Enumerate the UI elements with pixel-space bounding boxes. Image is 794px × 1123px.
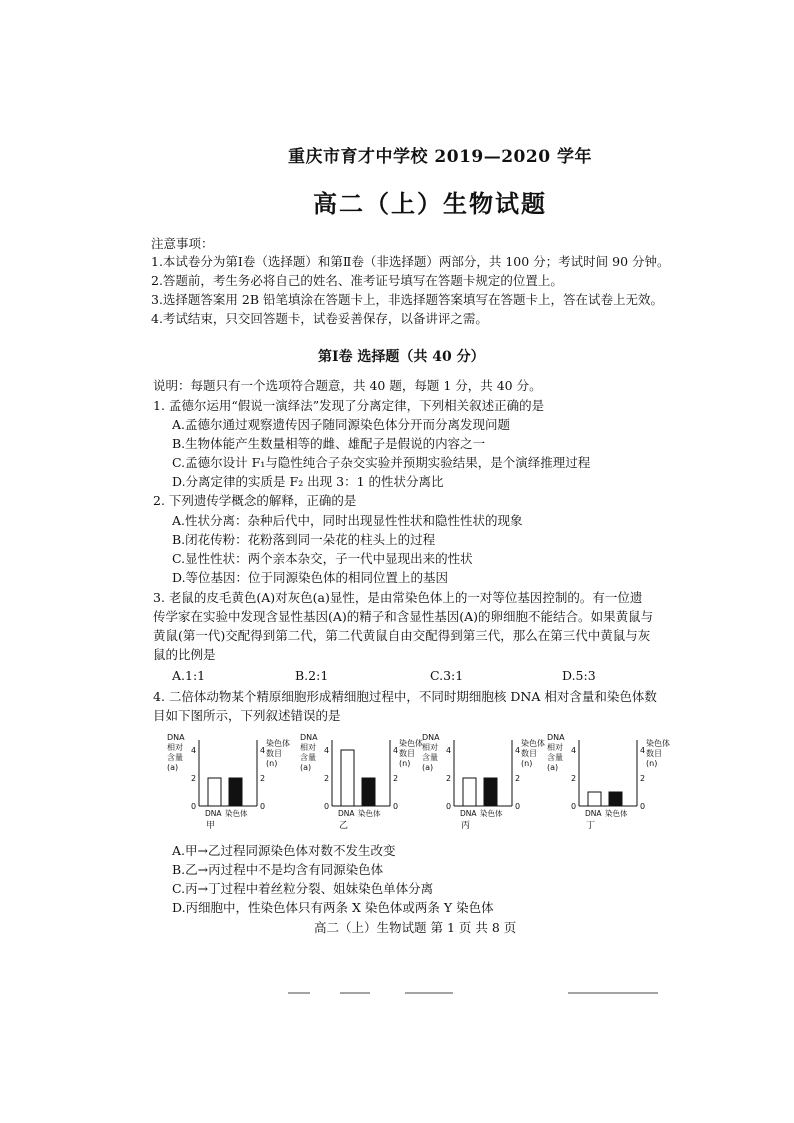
chart-jia [165,732,295,837]
bar-chart [420,732,550,837]
exam-title: 高二（上）生物试题 [313,189,547,218]
left-tick-label: 2 [446,774,452,783]
question-3-option-a: A.1:1 [172,668,206,683]
right-axis-label: 染色体 [521,739,545,748]
right-tick-label: 2 [640,774,646,783]
right-axis-label: (n) [266,759,278,768]
left-tick-label: 2 [571,774,577,783]
section-title: 第Ⅰ卷 选择题（共 40 分） [318,349,485,365]
right-tick-label: 0 [260,802,266,811]
chart-name: 丙 [461,821,471,831]
right-tick-label: 2 [393,774,399,783]
note-item: 4.考试结束，只交回答题卡，试卷妥善保存，以备讲评之需。 [151,311,488,326]
question-1-option-a: A.孟德尔通过观察遗传因子随同源染色体分开而分离发现问题 [172,417,511,432]
left-axis-label: 含量 [422,753,438,762]
left-axis-label: (a) [167,763,179,772]
page-footer: 高二（上）生物试题 第 1 页 共 8 页 [314,920,517,935]
left-axis-label: (a) [422,763,434,772]
right-axis-label: 染色体 [399,739,423,748]
category-label: DNA [205,809,222,818]
bar-chart [545,732,675,837]
left-axis-label: 相对 [547,743,563,752]
right-axis-label: 数目 [521,749,537,758]
left-tick-label: 0 [571,802,577,811]
bar-chromosome [362,778,375,806]
bar-dna [341,750,354,806]
question-4-option-d: D.丙细胞中，性染色体只有两条 X 染色体或两条 Y 染色体 [172,900,494,915]
note-item: 3.选择题答案用 2B 铅笔填涂在答题卡上，非选择题答案填写在答题卡上，答在试卷上无效。 [151,292,664,307]
right-axis-label: 数目 [399,749,415,758]
school-title: 重庆市育才中学校 2019—2020 学年 [288,147,592,167]
left-axis-label: DNA [547,733,565,742]
question-4-option-c: C.丙→丁过程中着丝粒分裂、姐妹染色单体分离 [172,881,434,896]
scan-mark [568,992,658,994]
note-item: 1.本试卷分为第Ⅰ卷（选择题）和第Ⅱ卷（非选择题）两部分，共 100 分；考试时间 90 分钟。 [151,254,670,269]
question-3-option-c: C.3:1 [430,668,464,683]
bar-dna [463,778,476,806]
right-tick-label: 0 [393,802,399,811]
left-axis-label: DNA [422,733,440,742]
category-label: DNA [585,809,602,818]
chart-name: 甲 [206,821,216,831]
question-3-option-b: B.2:1 [295,668,329,683]
left-axis-label: (a) [547,763,559,772]
right-axis-label: (n) [646,759,658,768]
bar-chromosome [229,778,242,806]
right-tick-label: 4 [515,746,521,755]
question-1-option-c: C.孟德尔设计 F₁与隐性纯合子杂交实验并预期实验结果，是个演绎推理过程 [172,455,591,470]
question-2-option-a: A.性状分离：杂种后代中，同时出现显性性状和隐性性状的现象 [172,513,523,528]
section-instruction: 说明：每题只有一个选项符合题意，共 40 题，每题 1 分，共 40 分。 [153,378,542,393]
scan-mark [288,992,310,994]
question-3-option-d: D.5:3 [562,668,596,683]
question-4-line: 4. 二倍体动物某个精原细胞形成精细胞过程中，不同时期细胞核 DNA 相对含量和染色体数 [153,689,657,704]
right-tick-label: 4 [393,746,399,755]
right-axis-label: (n) [399,759,411,768]
question-1-stem: 1. 孟德尔运用“假说一演绎法”发现了分离定律，下列相关叙述正确的是 [153,398,545,413]
right-tick-label: 0 [640,802,646,811]
left-tick-label: 4 [571,746,577,755]
left-tick-label: 0 [324,802,330,811]
right-axis-label: 数目 [266,749,282,758]
category-label: 染色体 [605,809,628,818]
question-3-line: 鼠的比例是 [153,647,216,662]
chart-bing [420,732,550,837]
right-axis-label: 数目 [646,749,662,758]
question-2-option-d: D.等位基因：位于同源染色体的相同位置上的基因 [172,570,449,585]
question-2-option-c: C.显性性状：两个亲本杂交，子一代中显现出来的性状 [172,551,473,566]
chart-yi [298,732,428,837]
left-axis-label: 含量 [167,753,183,762]
right-axis-label: (n) [521,759,533,768]
question-3-line: 传学家在实验中发现含显性基因(A)的精子和含显性基因(A)的卵细胞不能结合。如果黄鼠与 [153,609,654,624]
bar-chart [165,732,295,837]
bar-chart [298,732,428,837]
bar-chromosome [609,792,622,806]
chart-name: 丁 [586,821,596,831]
right-tick-label: 4 [260,746,266,755]
category-label: DNA [338,809,355,818]
left-axis-label: 含量 [300,753,316,762]
left-axis-label: 相对 [300,743,316,752]
question-1-option-d: D.分离定律的实质是 F₂ 出现 3：1 的性状分离比 [172,474,444,489]
bar-dna [588,792,601,806]
right-axis-label: 染色体 [646,739,670,748]
bar-dna [208,778,221,806]
left-axis-label: 含量 [547,753,563,762]
left-tick-label: 4 [324,746,330,755]
right-tick-label: 2 [515,774,521,783]
right-axis-label: 染色体 [266,739,290,748]
left-tick-label: 2 [324,774,330,783]
left-axis-label: 相对 [422,743,438,752]
left-tick-label: 4 [446,746,452,755]
question-2-stem: 2. 下列遗传学概念的解释，正确的是 [153,493,357,508]
right-tick-label: 0 [515,802,521,811]
left-axis-label: DNA [167,733,185,742]
category-label: DNA [460,809,477,818]
left-axis-label: 相对 [167,743,183,752]
question-2-option-b: B.闭花传粉：花粉落到同一朵花的柱头上的过程 [172,532,436,547]
category-label: 染色体 [480,809,503,818]
scan-mark [340,992,370,994]
bar-chromosome [484,778,497,806]
question-1-option-b: B.生物体能产生数量相等的雌、雄配子是假说的内容之一 [172,436,486,451]
note-item: 2.答题前，考生务必将自己的姓名、准考证号填写在答题卡规定的位置上。 [151,273,563,288]
question-4-option-a: A.甲→乙过程同源染色体对数不发生改变 [172,843,396,858]
question-4-line: 目如下图所示，下列叙述错误的是 [153,708,341,723]
left-axis-label: DNA [300,733,318,742]
scan-mark [405,992,453,994]
notes-heading: 注意事项： [151,236,214,251]
left-tick-label: 4 [191,746,197,755]
question-3-line: 黄鼠(第一代)交配得到第二代，第二代黄鼠自由交配得到第三代，那么在第三代中黄鼠与灰 [153,628,651,643]
chart-ding [545,732,675,837]
right-tick-label: 4 [640,746,646,755]
chart-name: 乙 [339,821,349,831]
right-tick-label: 2 [260,774,266,783]
left-axis-label: (a) [300,763,312,772]
question-4-option-b: B.乙→丙过程中不是均含有同源染色体 [172,862,384,877]
category-label: 染色体 [358,809,381,818]
left-tick-label: 0 [191,802,197,811]
left-tick-label: 0 [446,802,452,811]
question-3-line: 3. 老鼠的皮毛黄色(A)对灰色(a)显性，是由常染色体上的一对等位基因控制的。有一位遗 [153,590,643,605]
left-tick-label: 2 [191,774,197,783]
category-label: 染色体 [225,809,248,818]
